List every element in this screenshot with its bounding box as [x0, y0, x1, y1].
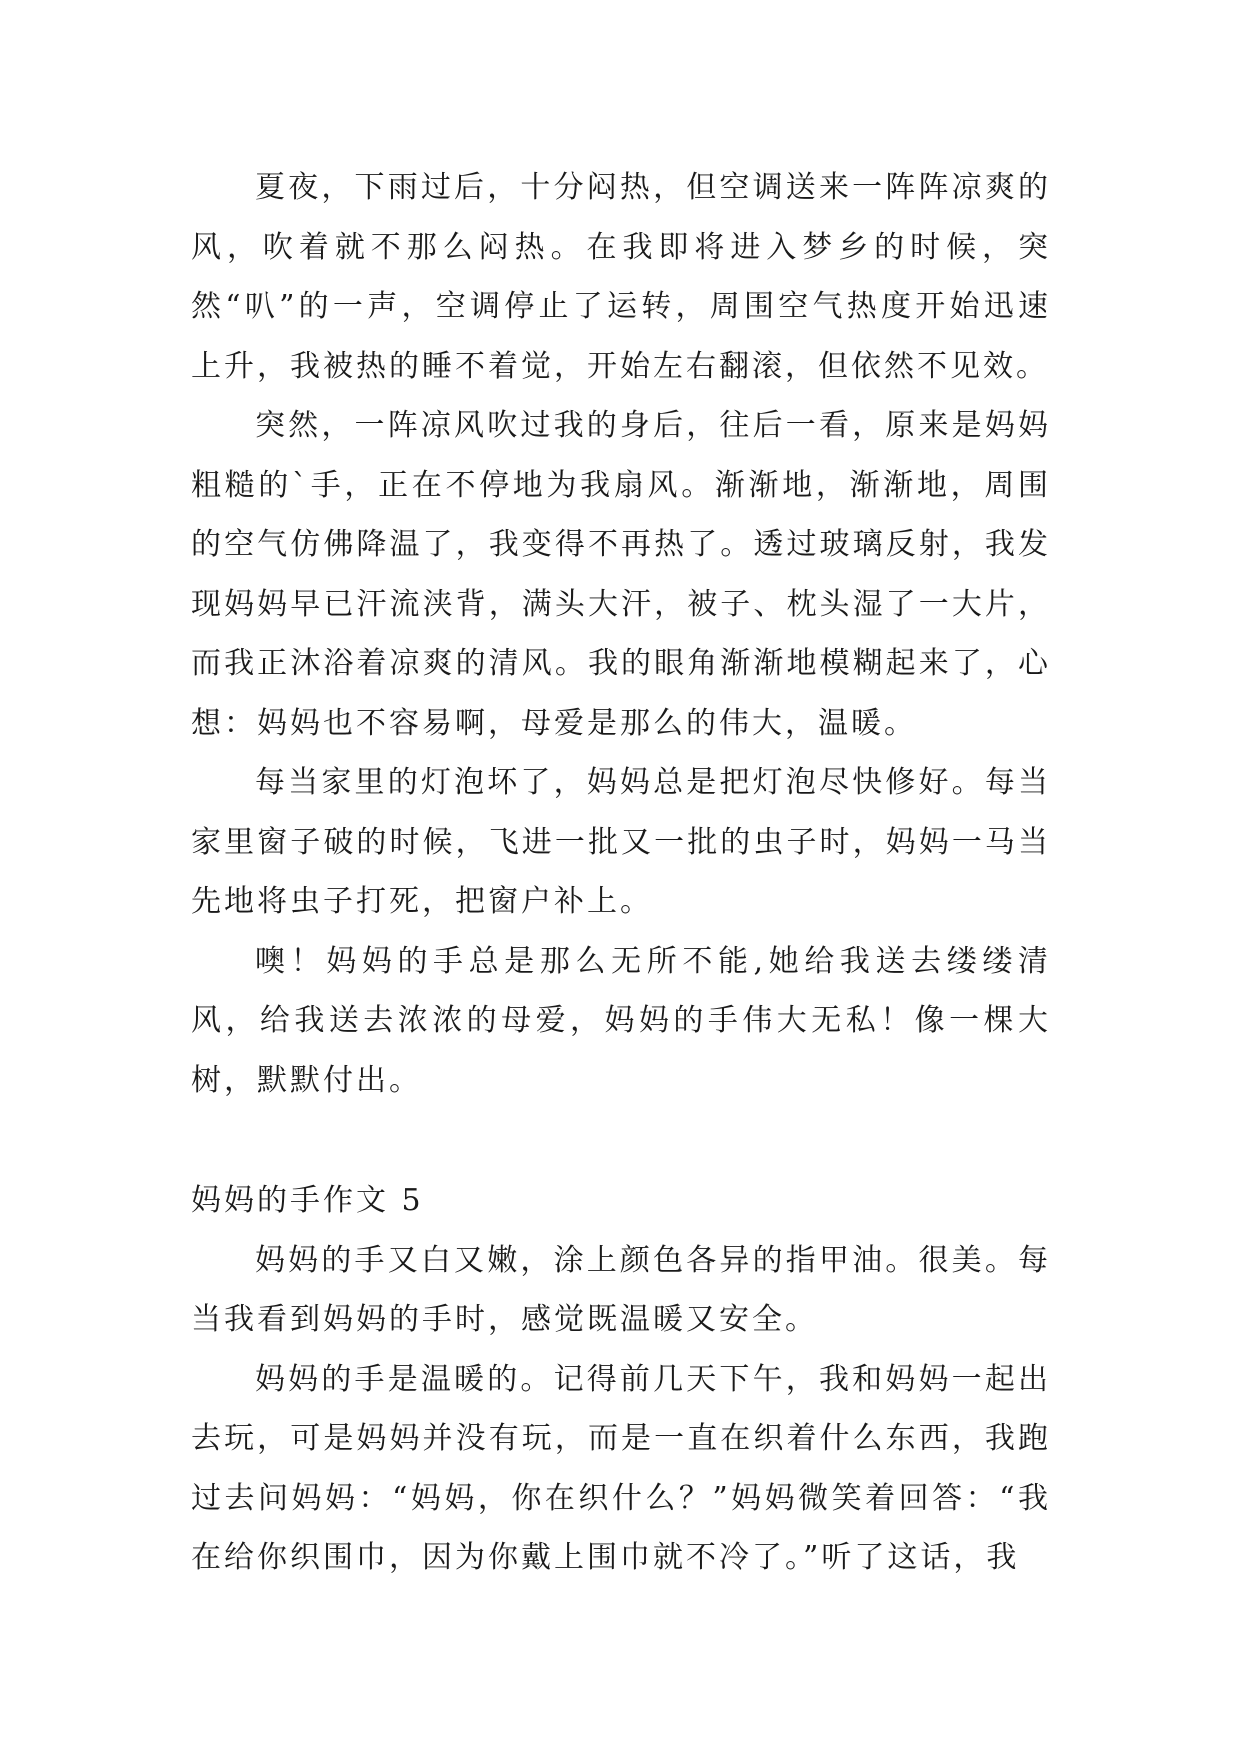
paragraph: 夏夜，下雨过后，十分闷热，但空调送来一阵阵凉爽的风，吹着就不那么闷热。在我即将进入梦乡的时候，突然“叭”的一声，空调停止了运转，周围空气热度开始迅速上升，我被热的睡不着觉，开始左右翻滚，但依然不见效。 [191, 170, 1051, 384]
paragraph: 妈妈的手是温暖的。记得前几天下午，我和妈妈一起出去玩，可是妈妈并没有玩，而是一直在织着什么东西，我跑过去问妈妈：“妈妈，你在织什么？”妈妈微笑着回答：“我在给你织围巾，因为你戴上围巾就不冷了。”听了这话，我 [191, 1361, 1051, 1575]
paragraph: 每当家里的灯泡坏了，妈妈总是把灯泡尽快修好。每当家里窗子破的时候，飞进一批又一批的虫子时，妈妈一马当先地将虫子打死，把窗户补上。 [191, 765, 1051, 919]
document-body [191, 158, 1051, 1588]
paragraph: 突然，一阵凉风吹过我的身后，往后一看，原来是妈妈粗糙的`手，正在不停地为我扇风。渐渐地，渐渐地，周围的空气仿佛降温了，我变得不再热了。透过玻璃反射，我发现妈妈早已汗流浃背，满头大汗，被子、枕头湿了一大片，而我正沐浴着凉爽的清风。我的眼角渐渐地模糊起来了，心想：妈妈也不容易啊，母爱是那么的伟大，温暖。 [191, 408, 1051, 741]
paragraph: 妈妈的手又白又嫩，涂上颜色各异的指甲油。很美。每当我看到妈妈的手时，感觉既温暖又安全。 [191, 1242, 1051, 1337]
paragraph: 噢！妈妈的手总是那么无所不能,她给我送去缕缕清风，给我送去浓浓的母爱，妈妈的手伟大无私！像一棵大树，默默付出。 [191, 943, 1051, 1098]
section-heading: 妈妈的手作文 5 [191, 1183, 424, 1218]
